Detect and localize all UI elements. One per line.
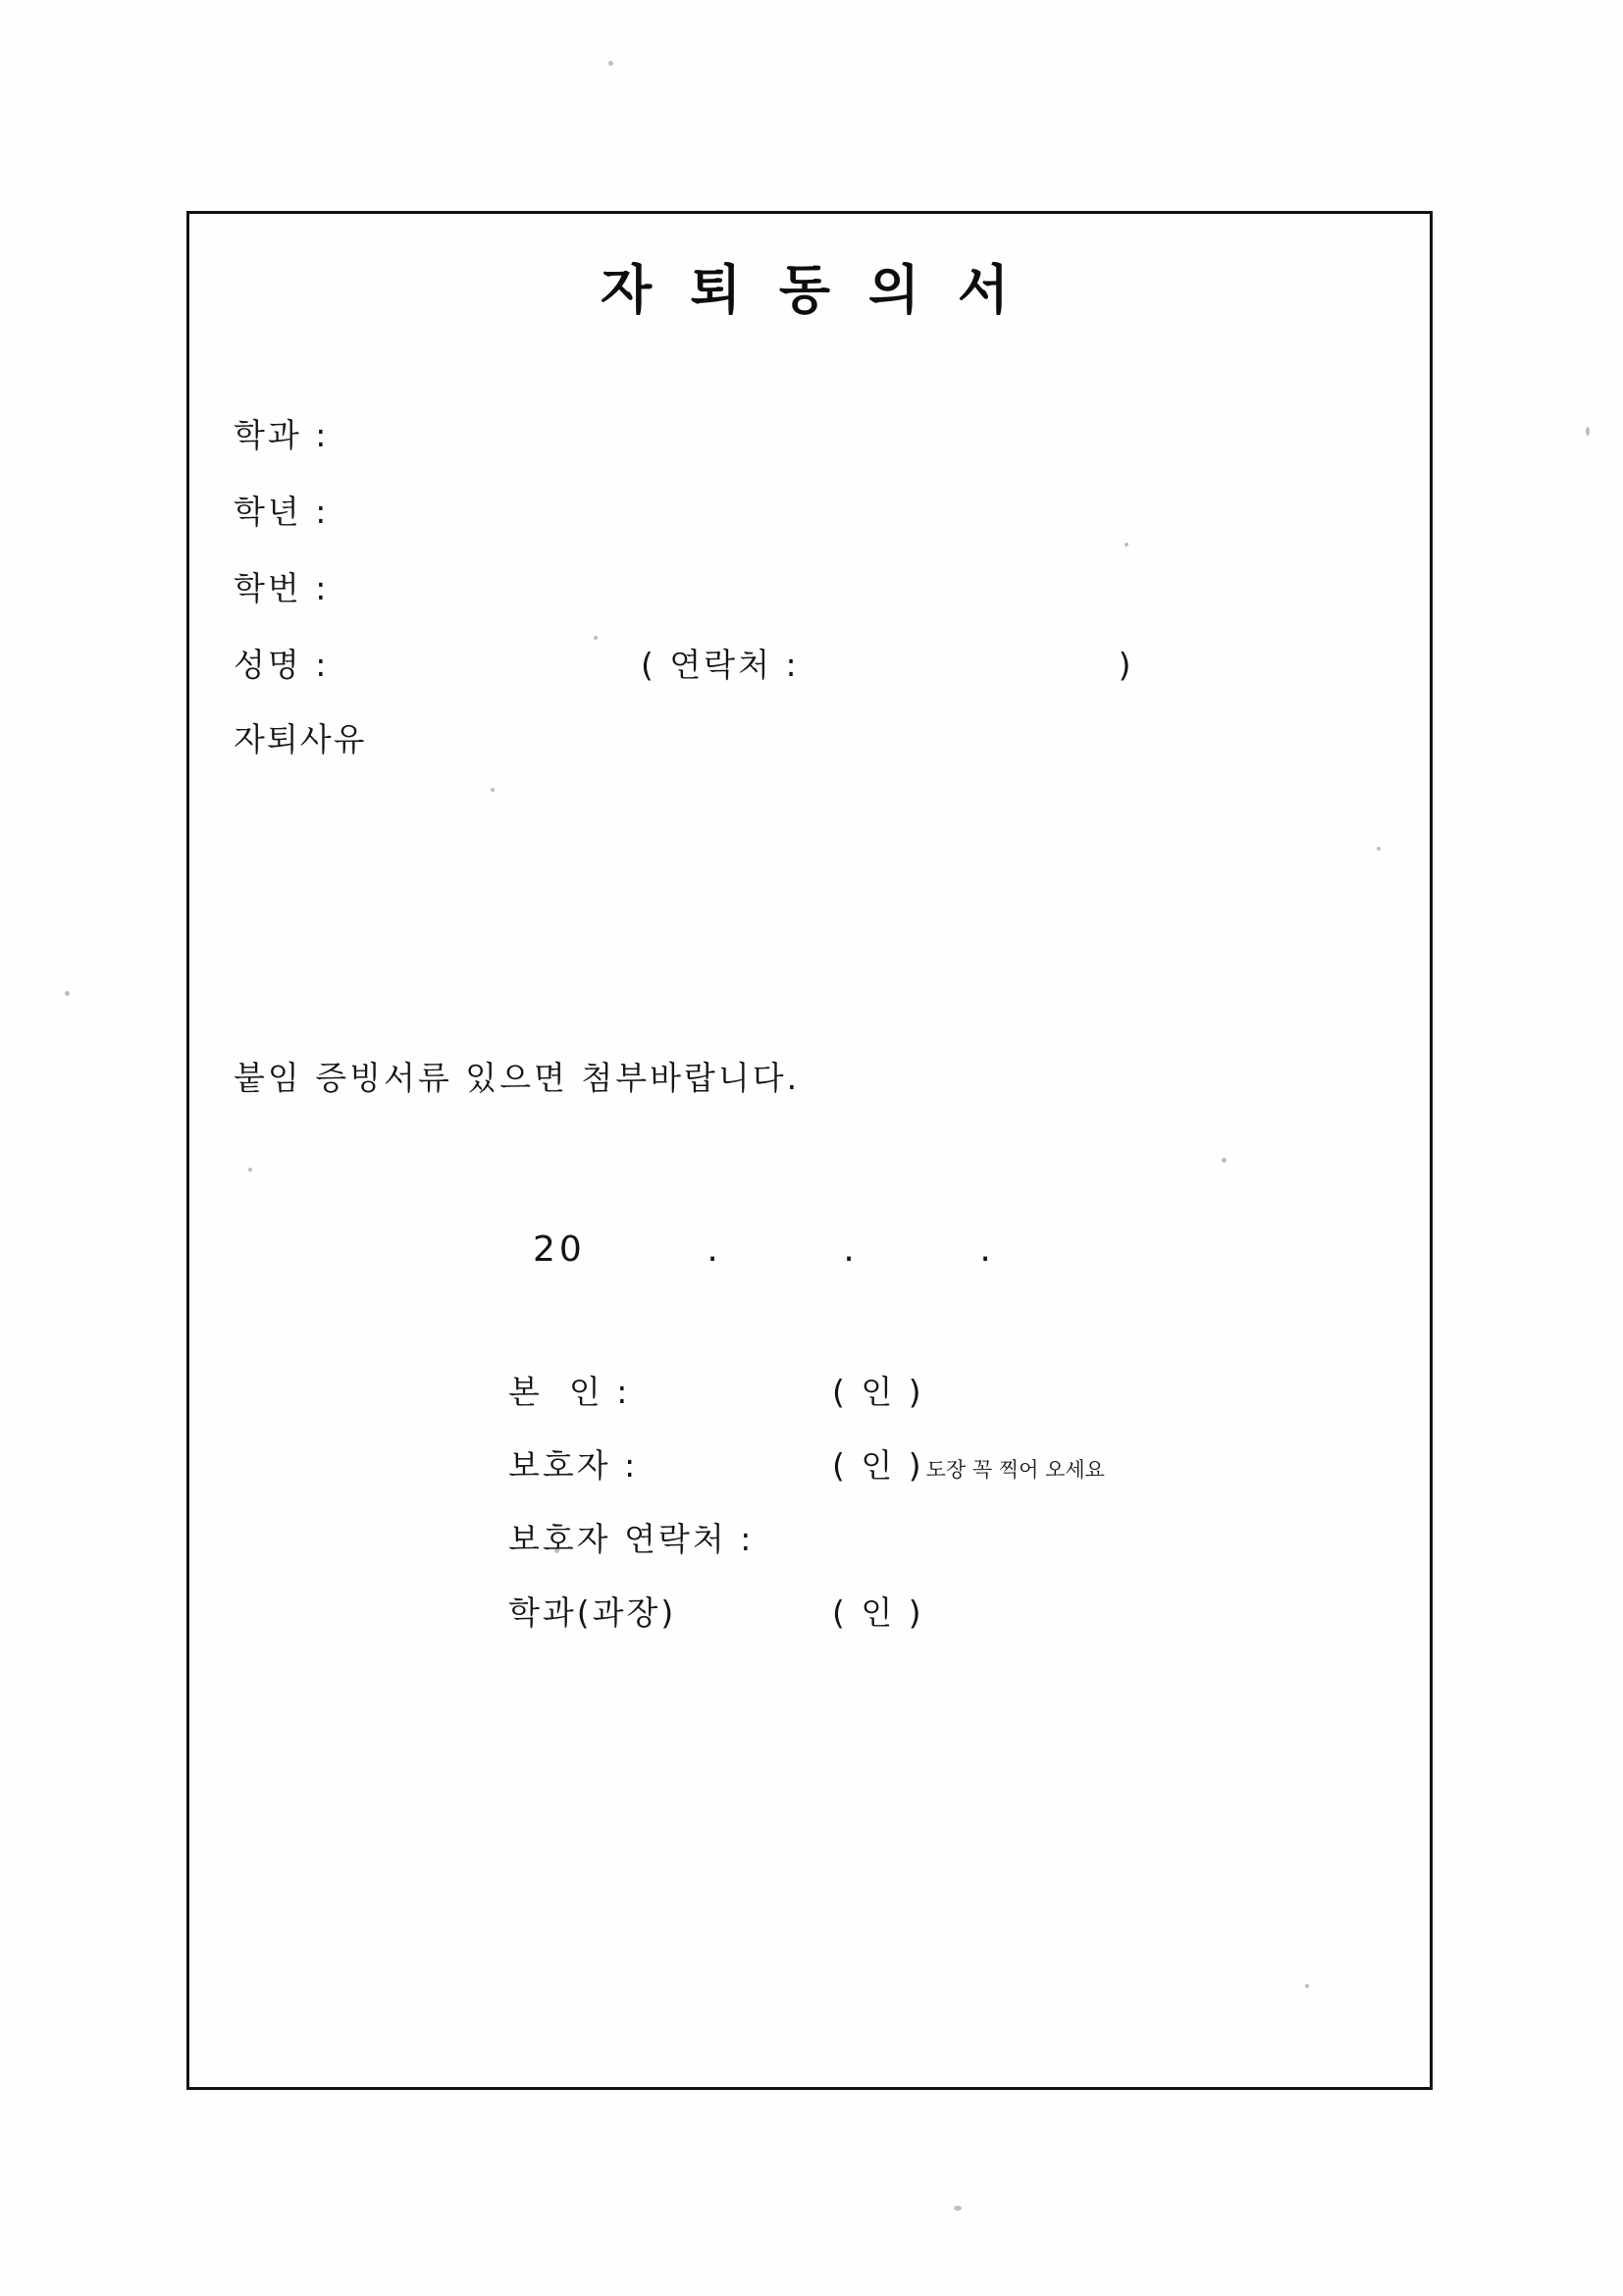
grade-label: 학년 : bbox=[234, 493, 330, 531]
signature-row-self bbox=[508, 1367, 1352, 1440]
field-row-grade bbox=[234, 487, 1391, 563]
attachment-note: 붙임 증빙서류 있으면 첨부바랍니다. bbox=[234, 1059, 801, 1097]
self-seal-mark[interactable]: ( 인 ) bbox=[832, 1373, 924, 1411]
student-id-label: 학번 : bbox=[234, 569, 330, 607]
withdrawal-reason-input[interactable] bbox=[234, 763, 1362, 1038]
signature-row-department-head bbox=[508, 1588, 1352, 1661]
form-border bbox=[186, 211, 1433, 2090]
scan-speck bbox=[954, 2206, 962, 2211]
scan-speck bbox=[608, 61, 613, 66]
contact-close-paren: ) bbox=[1118, 646, 1134, 684]
date-line[interactable]: 20 . . . bbox=[533, 1229, 995, 1270]
student-info-fields bbox=[234, 410, 1391, 716]
signature-block bbox=[508, 1367, 1352, 1661]
signature-row-guardian-contact bbox=[508, 1514, 1352, 1588]
guardian-seal-mark[interactable]: ( 인 ) bbox=[832, 1446, 924, 1485]
department-head-seal-mark[interactable]: ( 인 ) bbox=[832, 1593, 924, 1632]
field-row-student-id bbox=[234, 563, 1391, 640]
field-row-name bbox=[234, 640, 1391, 716]
self-signature-label: 본 인 : bbox=[508, 1373, 631, 1411]
department-label: 학과 : bbox=[234, 416, 330, 454]
withdrawal-reason-label: 자퇴사유 bbox=[234, 720, 367, 758]
guardian-seal-note: 도장 꼭 찍어 오세요 bbox=[925, 1458, 1105, 1482]
name-label: 성명 : bbox=[234, 646, 330, 684]
contact-label: ( 연락처 : bbox=[641, 646, 800, 684]
signature-row-guardian bbox=[508, 1440, 1352, 1514]
field-row-department bbox=[234, 410, 1391, 487]
scan-speck bbox=[1586, 427, 1590, 436]
contact-group bbox=[641, 640, 1133, 686]
guardian-contact-label: 보호자 연락처 : bbox=[508, 1520, 755, 1558]
department-head-label: 학과(과장) bbox=[508, 1593, 677, 1632]
guardian-signature-label: 보호자 : bbox=[508, 1446, 639, 1485]
page-title: 자 퇴 동 의 서 bbox=[600, 259, 1020, 321]
scan-speck bbox=[65, 991, 70, 996]
